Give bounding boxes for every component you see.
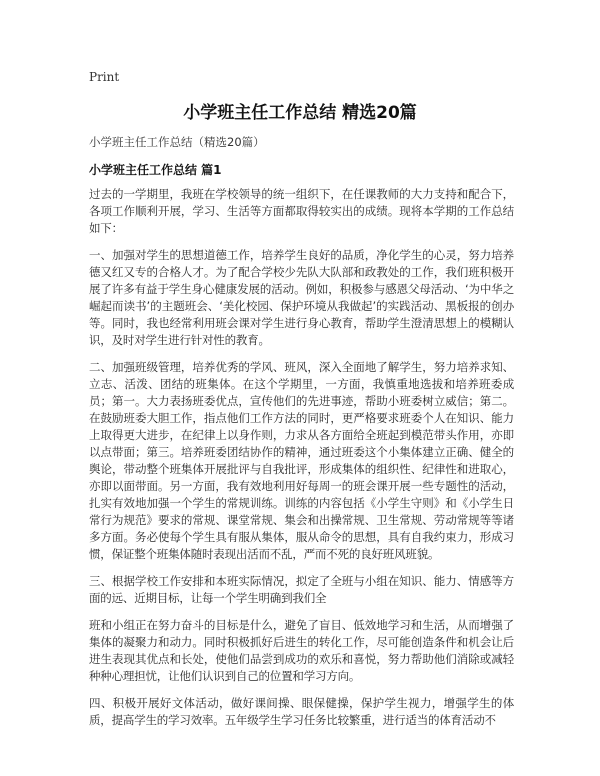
paragraph-3-continued: 班和小组正在努力奋斗的目标是什么，避免了盲目、低效地学习和生活，从而增强了集体的凝聚力和动力。同时积极抓好后进生的转化工作，尽可能创造条件和机会让后进生表现其优点和长处，使他们品尝到成功的欢乐和喜悦，努力帮助他们消除或减轻种种心理担忧，让他们认识到自己的位置和学习方向。 [89,618,514,683]
section-heading: 小学班主任工作总结 篇1 [89,163,222,177]
paragraph-intro: 过去的一学期里，我班在学校领导的统一组织下，在任课教师的大力支持和配合下，各项工作顺利开展，学习、生活等方面都取得较实出的成绩。现将本学期的工作总结如下： [89,187,514,235]
paragraph-2: 二、加强班级管理，培养优秀的学风、班风，深入全面地了解学生，努力培养求知、立志、活泼、团结的班集体。在这个学期里，一方面，我慎重地选拔和培养班委成员；第一。大力表扬班委优点，宣传他们的先进事迹，帮助小班委树立威信；第二。在鼓励班委大胆工作，指点他们工作方法的同时，更严格要求班委个人在知识、能力上取得更大进步，在纪律上以身作则，力求从各方面给全班起到模范带头作用，亦即以点带面；第三。培养班委团结协作的精神，通过班委这个小集体建立正确、健全的舆论，带动整个班集体开展批评与自我批评，形成集体的组织性、纪律性和进取心，亦即以面带面。另一方面，我有效地利用好每周一的班会课开展一些专题性的活动，扎实有效地加强一个学生的常规训练。训练的内容包括《小学生守则》和《小学生日常行为规范》要求的常规、课堂常规、集会和出操常规、卫生常规、劳动常规等等诸多方面。务必使每个学生具有服从集体，服从命令的思想，具有自我约束力，形成习惯，保证整个班集体随时表现出活而不乱，严而不死的良好班风班貌。 [89,360,514,561]
paragraph-3: 三、根据学校工作安排和本班实际情况，拟定了全班与小组在知识、能力、情感等方面的远、近期目标，让每一个学生明确到我们全 [89,574,514,605]
article-body [89,186,514,739]
paragraph-4: 四、积极开展好文体活动，做好课间操、眼保健操，保护学生视力，增强学生的体质，提高学生的学习效率。五年级学生学习任务比较繁重，进行适当的体育活动不 [89,696,514,727]
print-link[interactable]: Print [89,70,120,84]
document-subtitle: 小学班主任工作总结（精选20篇） [89,135,265,149]
page-title: 小学班主任工作总结 精选20篇 [183,103,417,123]
paragraph-1: 一、加强对学生的思想道德工作，培养学生良好的品质，净化学生的心灵，努力培养德又红又专的合格人才。为了配合学校少先队大队部和政教处的工作，我们班积极开展了许多有益于学生身心健康发展的活动。例如，积极参与感恩父母活动、‘为中华之崛起而读书’的主题班会、‘美化校园、保护环境从我做起’的实践活动、黑板报的创办等。同时，我也经常利用班会课对学生进行身心教育，帮助学生澄清思想上的模糊认识，及时对学生进行针对性的教育。 [89,248,514,347]
